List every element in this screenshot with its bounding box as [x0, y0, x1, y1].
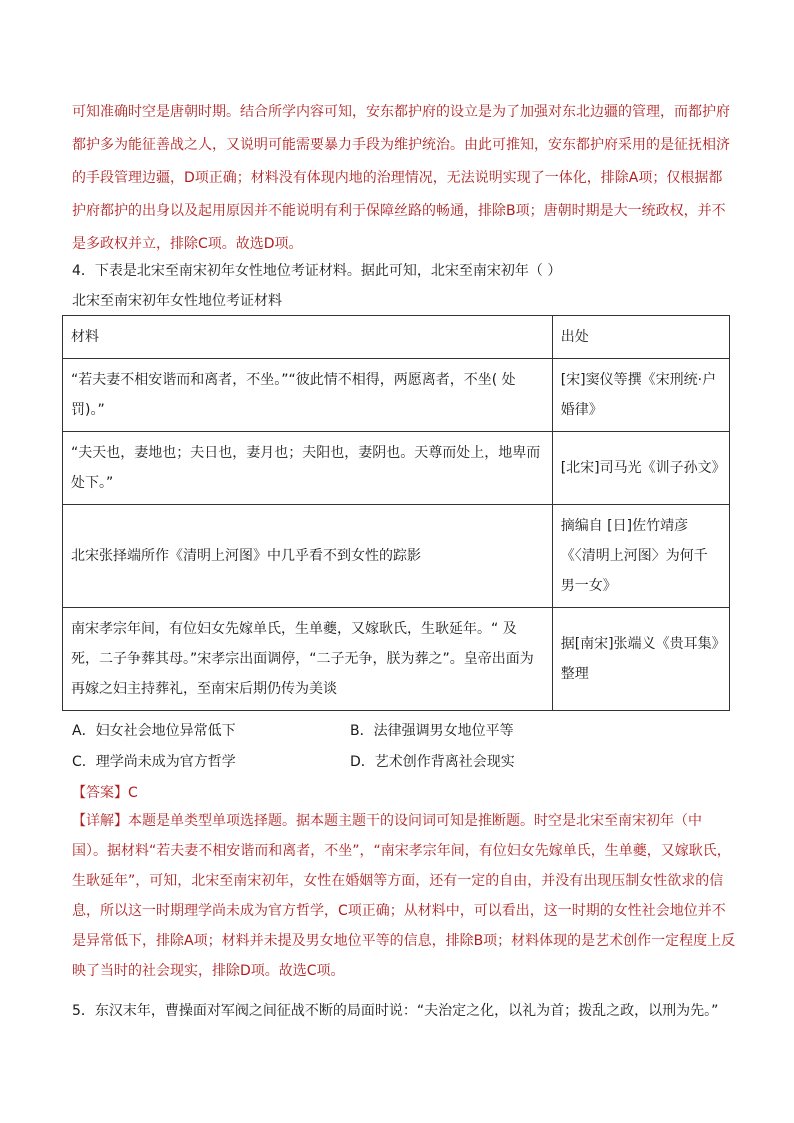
- option-d: D．艺术创作背离社会现实: [350, 754, 515, 770]
- detail-tag: 【详解】: [72, 813, 128, 829]
- detail-text: 本题是单类型单项选择题。据本题主题干的设问词可知是推断题。时空是北宋至南宋初年（中国）。据材料“若夫妻不相安谐而和离者，不坐”，“南宋孝宗年间，有位妇女先嫁单氏，生单夔，又嫁耿氏，生耿延年”，可知，北宋至南宋初年，女性在婚姻等方面，还有一定的自由，并没有出现压制女性欲求的信息，所以这一时期理学尚未成为官方哲学，C项正确；从材料中，可以看出，这一时期的女性社会地位并不是异常低下，排除A项；材料并未提及男女地位平等的信息，排除B项；材料体现的是艺术创作一定程度上反映了当时的社会现实，排除D项。故选C项。: [72, 813, 736, 979]
- table-cell-source: [北宋]司马光《训子孙文》: [552, 432, 729, 505]
- answer-line: [72, 782, 138, 804]
- option-a: A．妇女社会地位异常低下: [72, 723, 236, 739]
- table-title: 北宋至南宋初年女性地位考证材料: [72, 293, 282, 309]
- question-4-stem: 4．下表是北宋至南宋初年女性地位考证材料。据此可知，北宋至南宋初年（ ）: [72, 263, 562, 279]
- answer-value: C: [128, 785, 138, 801]
- table-header-source: 出处: [552, 316, 729, 359]
- option-c: C．理学尚未成为官方哲学: [72, 754, 236, 770]
- table-row: [63, 505, 730, 608]
- option-b: B．法律强调男女地位平等: [350, 723, 514, 739]
- table-row: [63, 359, 730, 432]
- table-cell-source: 摘编自 [日]佐竹靖彦《〈清明上河图〉为何千男一女》: [552, 505, 729, 608]
- table-cell-material: “夫天也，妻地也；夫日也，妻月也；夫阳也，妻阴也。天尊而处上，地卑而处下。”: [63, 432, 553, 505]
- table-cell-source: [宋]窦仪等撰《宋刑统·户婚律》: [552, 359, 729, 432]
- question-5-stem: 5．东汉末年，曹操面对军阀之间征战不断的局面时说：“夫治定之化，以礼为首；拨乱之政，以刑为先。”: [72, 1003, 719, 1019]
- explanation-q3: 可知准确时空是唐朝时期。结合所学内容可知，安东都护府的设立是为了加强对东北边疆的管理，而都护府都护多为能征善战之人，又说明可能需要暴力手段为维护统治。由此可推知，安东都护府采用的是征抚相济的手段管理边疆，D项正确；材料没有体现内地的治理情况，无法说明实现了一体化，排除A项；仅根据都护府都护的出身以及起用原因并不能说明有利于保障丝路的畅通，排除B项；唐朝时期是大一统政权，并不是多政权并立，排除C项。故选D项。: [72, 104, 730, 252]
- table-cell-material: 北宋张择端所作《清明上河图》中几乎看不到女性的踪影: [63, 505, 553, 608]
- detail-explanation: [72, 806, 736, 986]
- table-cell-source: 据[南宋]张端义《贵耳集》整理: [552, 608, 729, 711]
- answer-tag: 【答案】: [72, 785, 128, 801]
- table-row: [63, 432, 730, 505]
- table-header-material: 材料: [63, 316, 553, 359]
- evidence-table: [62, 315, 730, 711]
- table-header-row: [63, 316, 730, 359]
- table-cell-material: “若夫妻不相安谐而和离者，不坐。”“彼此情不相得，两愿离者，不坐( 处罚)。”: [63, 359, 553, 432]
- table-cell-material: 南宋孝宗年间，有位妇女先嫁单氏，生单夔，又嫁耿氏，生耿延年。“ 及死，二子争葬其母。”宋孝宗出面调停，“二子无争，朕为葬之”。皇帝出面为再嫁之妇主持葬礼，至南宋后期仍传为美谈: [63, 608, 553, 711]
- table-row: [63, 608, 730, 711]
